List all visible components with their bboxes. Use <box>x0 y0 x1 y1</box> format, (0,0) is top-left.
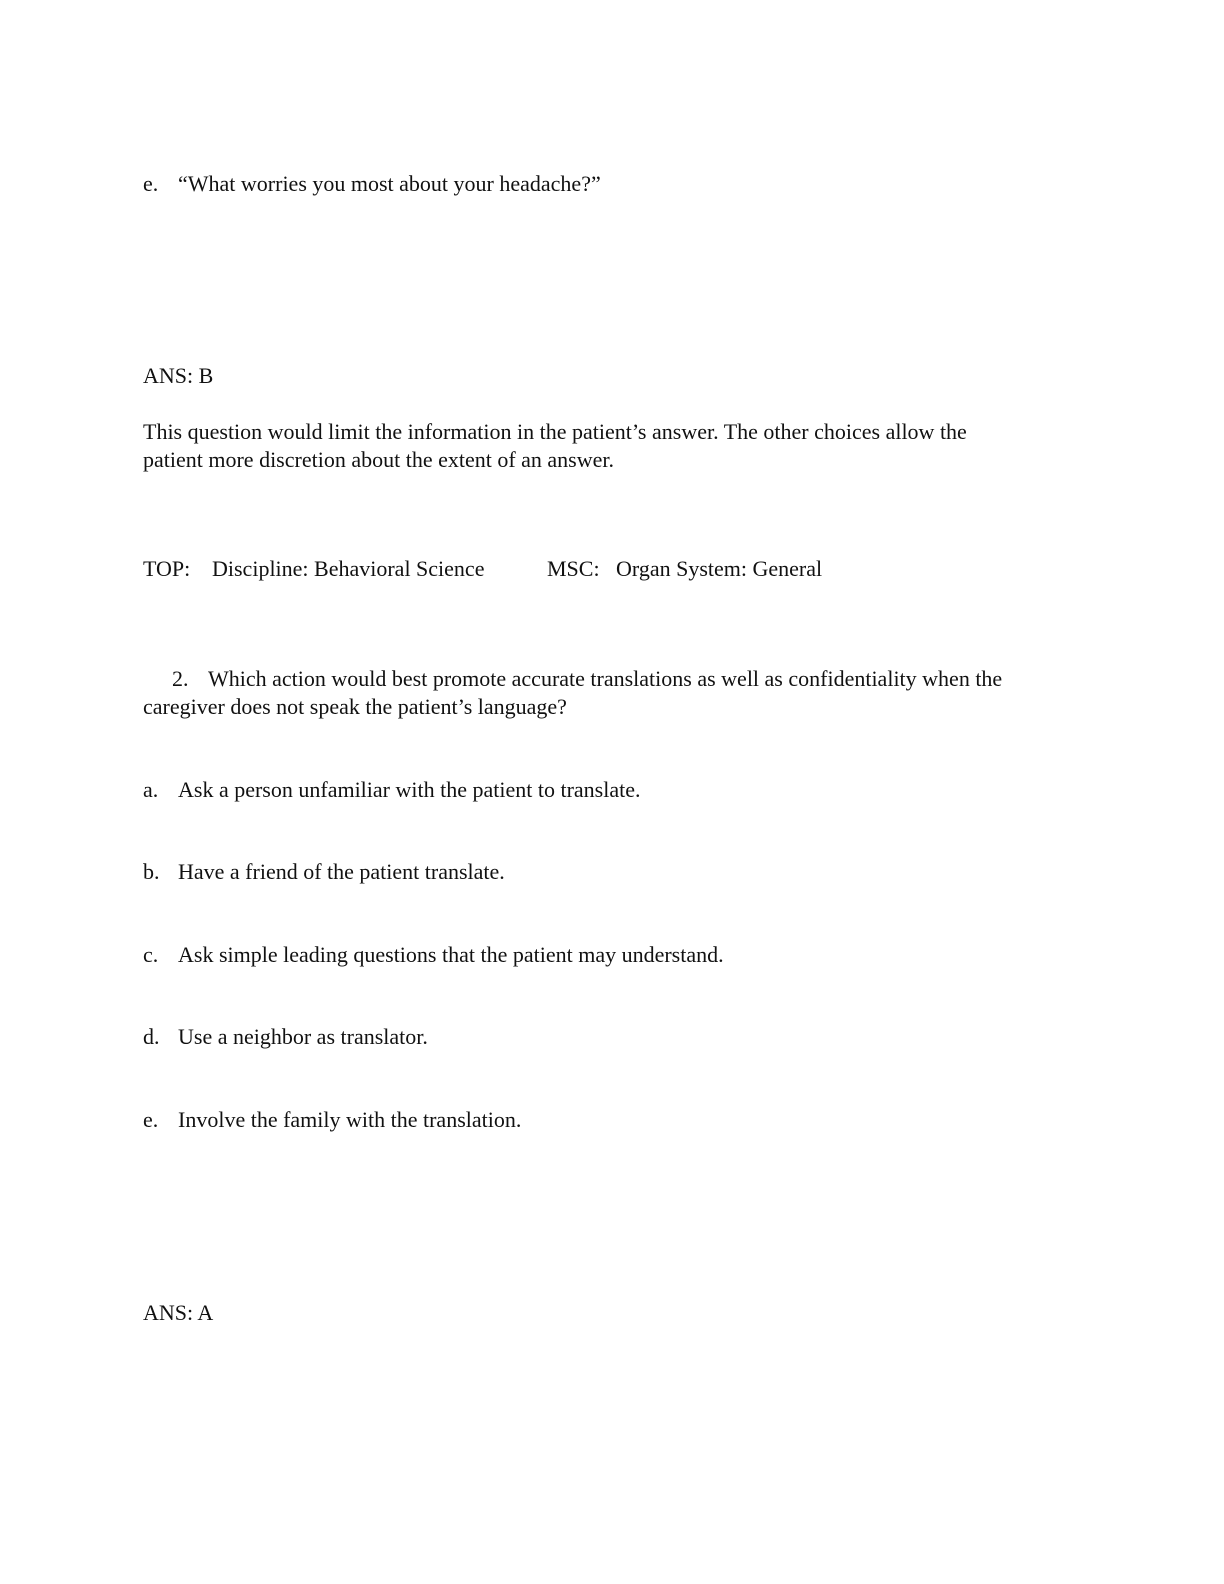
option-letter: b. <box>143 859 160 884</box>
question-stem-line-2: caregiver does not speak the patient’s language? <box>143 694 567 719</box>
msc-value: Organ System: General <box>616 556 823 581</box>
option-letter: d. <box>143 1024 160 1049</box>
question-number: 2. <box>172 666 189 691</box>
option-letter: e. <box>143 171 159 196</box>
option-text: Involve the family with the translation. <box>178 1107 522 1132</box>
question-stem-line-1: Which action would best promote accurate translations as well as confidentiality when the <box>208 666 1003 691</box>
option-text: “What worries you most about your headache?” <box>178 171 601 196</box>
top-value: Discipline: Behavioral Science <box>212 556 485 581</box>
rationale-line-2: patient more discretion about the extent of an answer. <box>143 447 615 472</box>
msc-label: MSC: <box>547 556 600 581</box>
option-text: Have a friend of the patient translate. <box>178 859 505 884</box>
top-label: TOP: <box>143 556 191 581</box>
rationale-line-1: This question would limit the information in the patient’s answer. The other choices allow the <box>143 419 967 444</box>
option-letter: c. <box>143 942 159 967</box>
answer-label: ANS: B <box>143 363 214 388</box>
option-text: Ask simple leading questions that the patient may understand. <box>178 942 724 967</box>
option-text: Use a neighbor as translator. <box>178 1024 428 1049</box>
answer-label: ANS: A <box>143 1300 214 1325</box>
option-letter: a. <box>143 777 159 802</box>
option-letter: e. <box>143 1107 159 1132</box>
option-text: Ask a person unfamiliar with the patient to translate. <box>178 777 641 802</box>
